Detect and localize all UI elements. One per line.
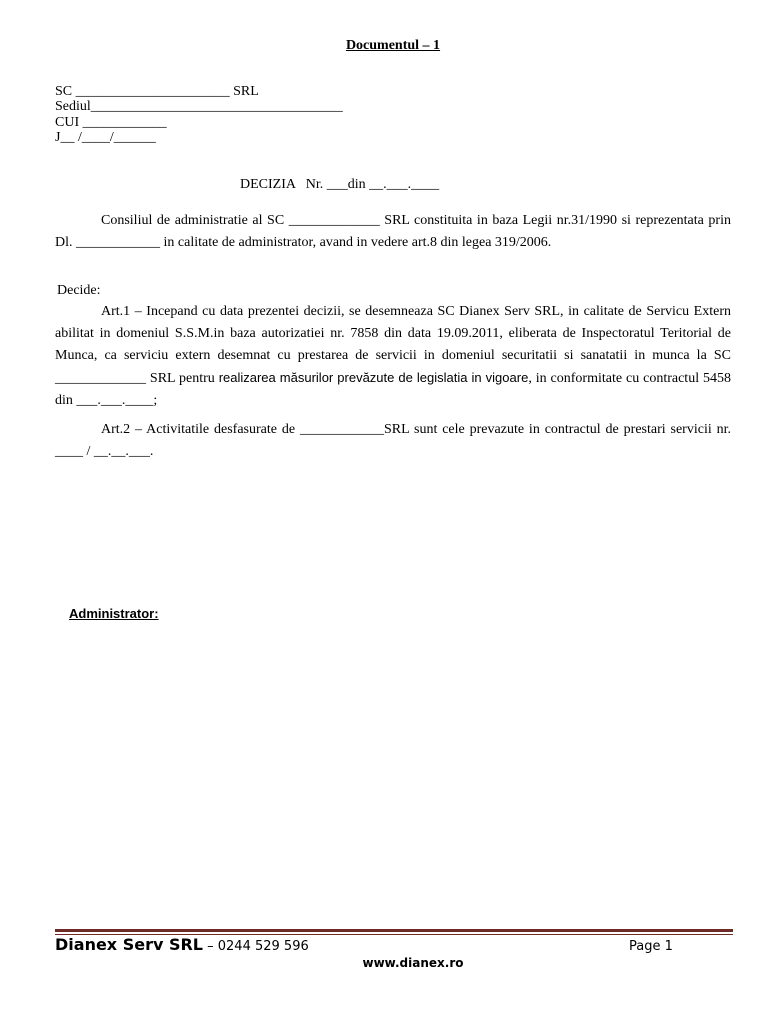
article-2-paragraph: Art.2 – Activitatile desfasurate de ____________SRL sunt cele prevazute in contractul de prestari servicii nr. ____ / __.__.___. — [55, 422, 731, 459]
company-registry-line: J__ /____/______ — [55, 130, 156, 145]
company-cui-line: CUI ____________ — [55, 115, 167, 130]
footer-phone: – 0244 529 596 — [203, 939, 309, 954]
company-address-line: Sediul____________________________________ — [55, 99, 343, 114]
decide-label: Decide: — [57, 283, 101, 298]
footer-company-name: Dianex Serv SRL — [55, 935, 203, 954]
footer-contact — [55, 935, 309, 954]
footer-website: www.dianex.ro — [362, 956, 464, 970]
decision-heading: DECIZIA Nr. ___din __.___.____ — [240, 177, 440, 192]
article-1-text-a: Art.1 – Incepand cu data prezentei decizii, se desemneaza SC Dianex Serv SRL, in calitate de Servicu Extern abilitat in domeniul S.S.M.in baza autorizatiei nr. 7858 din data 19.09.2011, eliberata de Inspectoratul Teritorial de Munca, ca serviciu extern desemnat cu prestarea de servicii in domeniul securitatii si sanatatii in munca la SC _____________ SRL pentru — [55, 304, 731, 386]
intro-paragraph: Consiliul de administratie al SC _____________ SRL constituita in baza Legii nr.31/1990 si reprezentata prin Dl. ____________ in calitate de administrator, avand in vedere art.8 din legea 319/2006. — [55, 213, 731, 250]
article-1-paragraph — [55, 301, 731, 412]
article-1-text-b: realizarea măsurilor prevăzute de legislatia in vigoare — [218, 370, 529, 385]
article-1-text-c: , in conformitate cu contractul 5458 din ___.___.____; — [55, 371, 732, 408]
footer-page-number: Page 1 — [629, 939, 673, 954]
administrator-signature-label: Administrator: — [69, 606, 159, 621]
company-name-line: SC ______________________ SRL — [55, 84, 259, 99]
footer-rule-thick — [55, 929, 733, 932]
document-title: Documentul – 1 — [345, 38, 441, 53]
